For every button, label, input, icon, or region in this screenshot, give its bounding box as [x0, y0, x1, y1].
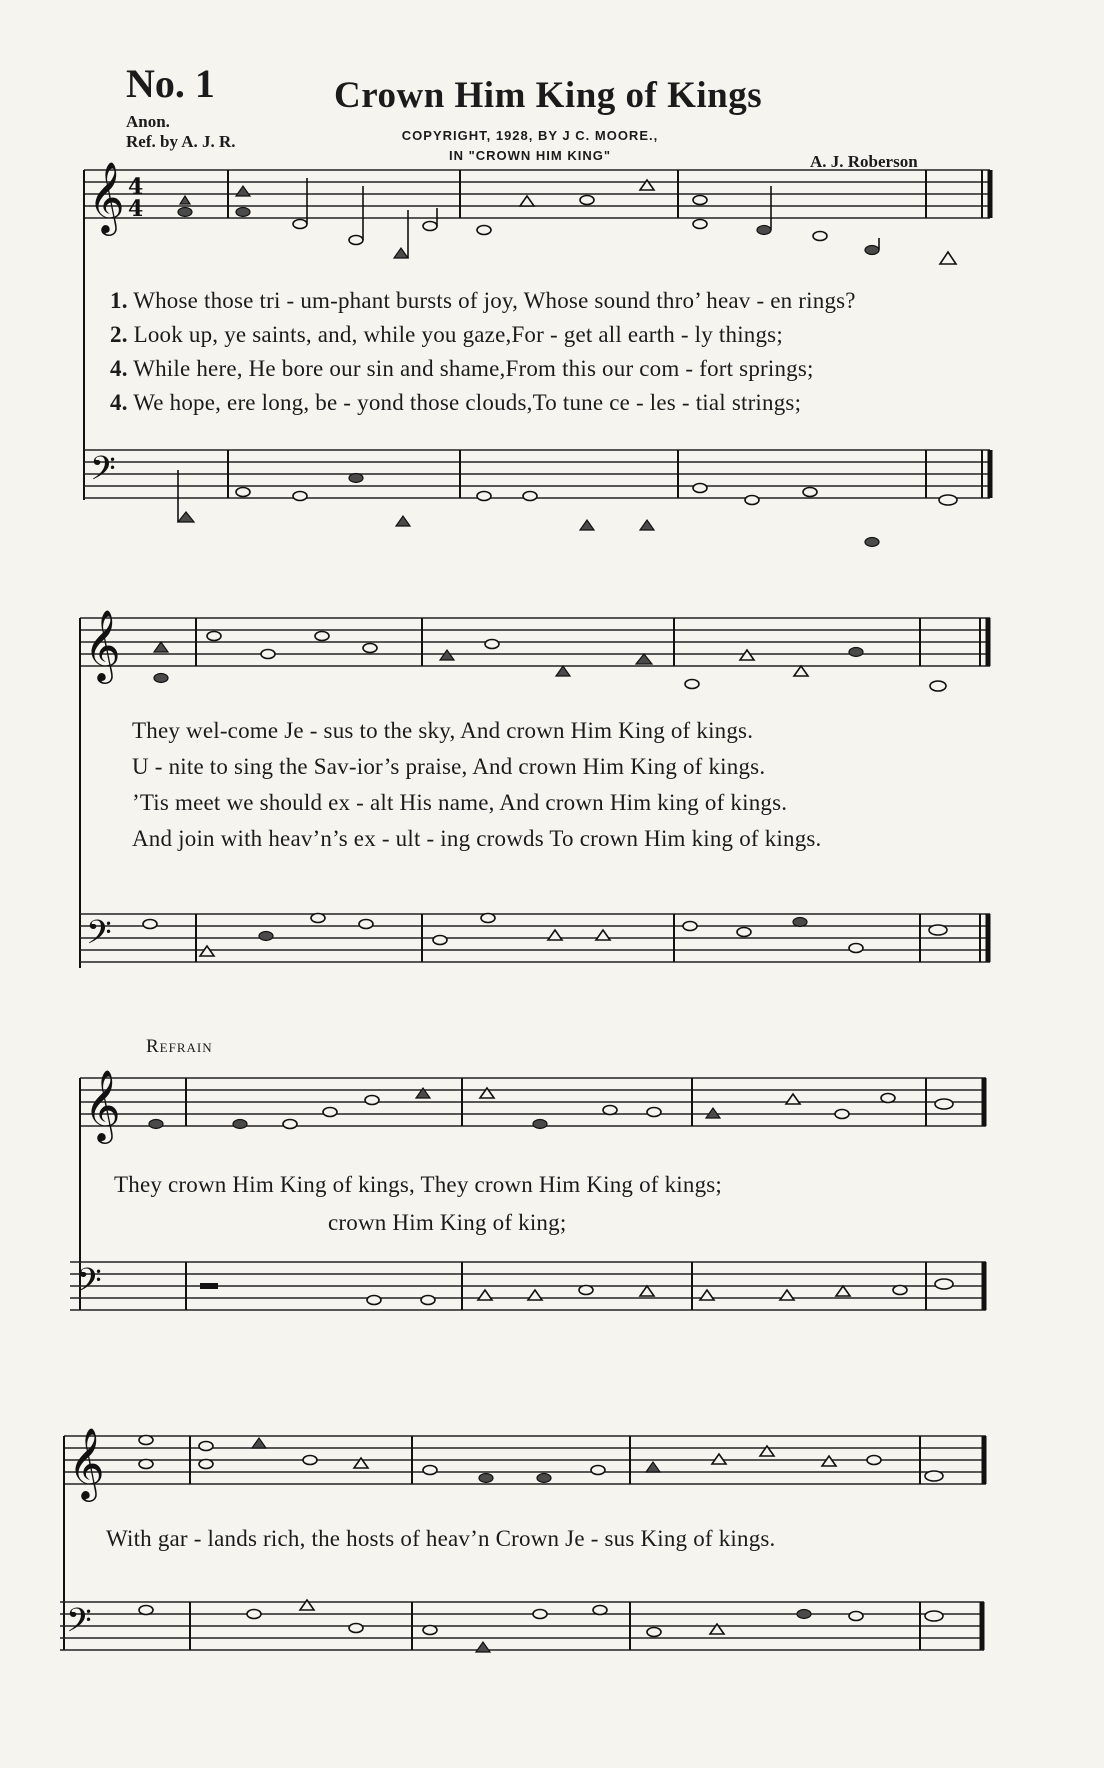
verse-2-line-1: 2. Look up, ye saints, and, while you gaze,For - get all earth - ly things;	[110, 322, 783, 347]
refrain-line-1: They crown Him King of kings, They crown Him King of kings;	[114, 1172, 723, 1197]
svg-text:𝄞: 𝄞	[68, 1426, 105, 1499]
system-3-bass-staff	[70, 1262, 986, 1310]
verse-1-line-1: 1. Whose those tri - um-phant bursts of joy, Whose sound thro’ heav - en rings?	[110, 288, 856, 313]
words-credit: Anon.	[126, 112, 170, 131]
svg-text:𝄞: 𝄞	[84, 608, 121, 681]
hymn-title: Crown Him King of Kings	[334, 75, 763, 116]
verse-4-line-1: 4. We hope, ere long, be - yond those clouds,To tune ce - les - tial strings;	[110, 390, 802, 415]
system-1-bass-staff	[84, 450, 990, 547]
svg-text:𝄢: 𝄢	[90, 450, 116, 496]
refrain-line-3: With gar - lands rich, the hosts of heav’n Crown Je - sus King of kings.	[106, 1526, 776, 1551]
composer-credit: A. J. Roberson	[810, 152, 918, 171]
verse-3-line-2: ’Tis meet we should ex - alt His name, And crown Him king of kings.	[132, 790, 788, 815]
svg-text:𝄞: 𝄞	[88, 160, 125, 233]
refrain-credit: Ref. by A. J. R.	[126, 132, 236, 151]
verse-3-line-1: 4. While here, He bore our sin and shame,From this our com - fort springs;	[110, 356, 814, 381]
svg-text:𝄢: 𝄢	[76, 1262, 102, 1308]
svg-text:𝄞: 𝄞	[84, 1068, 121, 1141]
time-signature: 4	[128, 174, 144, 200]
refrain-line-2: crown Him King of king;	[328, 1210, 567, 1235]
verse-4-line-2: And join with heav’n’s ex - ult - ing crowds To crown Him king of kings.	[132, 826, 822, 851]
verse-2-line-2: U - nite to sing the Sav-ior’s praise, And crown Him King of kings.	[132, 754, 766, 779]
copyright-line-2: IN "CROWN HIM KING"	[448, 148, 612, 163]
refrain-label: Refrain	[146, 1036, 213, 1057]
hymn-number: No. 1	[126, 61, 215, 106]
svg-text:4: 4	[128, 196, 144, 222]
system-2-bass-staff	[80, 914, 990, 963]
svg-text:𝄢: 𝄢	[86, 914, 112, 960]
svg-text:𝄢: 𝄢	[66, 1602, 92, 1648]
system-4-bass-staff	[60, 1600, 984, 1652]
verse-1-line-2: They wel-come Je - sus to the sky, And crown Him King of kings.	[132, 718, 754, 743]
copyright-line-1: COPYRIGHT, 1928, BY J C. MOORE.,	[401, 128, 659, 143]
